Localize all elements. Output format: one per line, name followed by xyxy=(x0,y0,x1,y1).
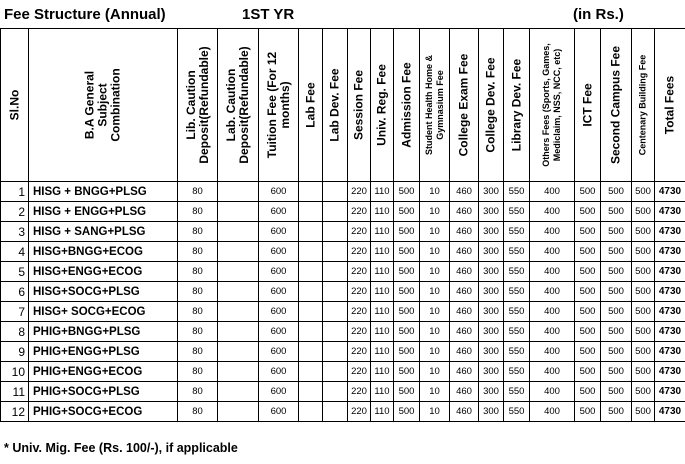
cell-lab-dev-fee[interactable] xyxy=(323,302,348,322)
cell-session-fee[interactable]: 220 xyxy=(348,262,371,282)
sheet-title-bar xyxy=(0,0,685,28)
cell-lab-caution[interactable] xyxy=(218,322,259,342)
cell-session-fee[interactable]: 220 xyxy=(348,182,371,202)
cell-tuition-fee[interactable]: 600 xyxy=(259,262,299,282)
cell-admission-fee[interactable]: 500 xyxy=(394,242,420,262)
cell-college-dev-fee[interactable]: 300 xyxy=(479,362,504,382)
cell-health-gym-fee[interactable]: 10 xyxy=(420,222,450,242)
cell-total-fees[interactable]: 4730 xyxy=(655,182,685,202)
cell-subject[interactable]: PHIG+ENGG+ECOG xyxy=(29,362,178,382)
cell-health-gym-fee[interactable]: 10 xyxy=(420,202,450,222)
cell-admission-fee[interactable]: 500 xyxy=(394,322,420,342)
cell-sl-no[interactable]: 8 xyxy=(1,322,29,342)
cell-college-dev-fee[interactable]: 300 xyxy=(479,202,504,222)
cell-health-gym-fee[interactable]: 10 xyxy=(420,262,450,282)
cell-session-fee[interactable]: 220 xyxy=(348,222,371,242)
column-header-health-gym-fee[interactable]: Student Health Home & Gymnasium Fee xyxy=(420,29,450,182)
cell-library-dev-fee[interactable]: 550 xyxy=(504,302,530,322)
cell-sl-no[interactable]: 4 xyxy=(1,242,29,262)
fee-table xyxy=(0,28,685,422)
cell-health-gym-fee[interactable]: 10 xyxy=(420,382,450,402)
cell-univ-reg-fee[interactable]: 110 xyxy=(371,182,394,202)
cell-college-dev-fee[interactable]: 300 xyxy=(479,182,504,202)
cell-total-fees[interactable]: 4730 xyxy=(655,382,685,402)
column-header-second-campus-fee[interactable]: Second Campus Fee xyxy=(601,29,632,182)
cell-second-campus-fee[interactable]: 500 xyxy=(601,242,632,262)
cell-ict-fee[interactable]: 500 xyxy=(575,222,601,242)
cell-others-fees[interactable]: 400 xyxy=(530,282,575,302)
cell-lib-caution[interactable]: 80 xyxy=(178,382,218,402)
cell-others-fees[interactable]: 400 xyxy=(530,362,575,382)
cell-college-exam-fee[interactable]: 460 xyxy=(450,282,479,302)
cell-lib-caution[interactable]: 80 xyxy=(178,402,218,422)
table-row xyxy=(1,342,685,362)
cell-centenary-building-fee[interactable]: 500 xyxy=(632,322,655,342)
table-row xyxy=(1,182,685,202)
column-header-univ-reg-fee[interactable]: Univ. Reg. Fee xyxy=(371,29,394,182)
cell-total-fees[interactable]: 4730 xyxy=(655,262,685,282)
cell-session-fee[interactable]: 220 xyxy=(348,302,371,322)
column-header-admission-fee[interactable]: Admission Fee xyxy=(394,29,420,182)
cell-others-fees[interactable]: 400 xyxy=(530,242,575,262)
cell-lab-dev-fee[interactable] xyxy=(323,382,348,402)
cell-second-campus-fee[interactable]: 500 xyxy=(601,222,632,242)
cell-second-campus-fee[interactable]: 500 xyxy=(601,282,632,302)
cell-tuition-fee[interactable]: 600 xyxy=(259,202,299,222)
cell-others-fees[interactable]: 400 xyxy=(530,302,575,322)
cell-second-campus-fee[interactable]: 500 xyxy=(601,202,632,222)
column-header-sl-no[interactable]: Sl.No xyxy=(1,29,29,182)
cell-subject[interactable]: HISG+SOCG+PLSG xyxy=(29,282,178,302)
cell-tuition-fee[interactable]: 600 xyxy=(259,182,299,202)
cell-subject[interactable]: HISG + SANG+PLSG xyxy=(29,222,178,242)
cell-library-dev-fee[interactable]: 550 xyxy=(504,222,530,242)
cell-college-exam-fee[interactable]: 460 xyxy=(450,262,479,282)
cell-admission-fee[interactable]: 500 xyxy=(394,222,420,242)
cell-lab-fee[interactable] xyxy=(299,342,323,362)
cell-others-fees[interactable]: 400 xyxy=(530,402,575,422)
cell-total-fees[interactable]: 4730 xyxy=(655,222,685,242)
cell-lab-fee[interactable] xyxy=(299,402,323,422)
cell-college-exam-fee[interactable]: 460 xyxy=(450,402,479,422)
table-row xyxy=(1,282,685,302)
cell-univ-reg-fee[interactable]: 110 xyxy=(371,262,394,282)
column-header-subject[interactable]: B.A General Subject Combination xyxy=(29,29,178,182)
cell-lib-caution[interactable]: 80 xyxy=(178,242,218,262)
cell-library-dev-fee[interactable]: 550 xyxy=(504,322,530,342)
cell-library-dev-fee[interactable]: 550 xyxy=(504,382,530,402)
column-header-library-dev-fee[interactable]: Library Dev. Fee xyxy=(504,29,530,182)
cell-centenary-building-fee[interactable]: 500 xyxy=(632,202,655,222)
column-header-lab-dev-fee[interactable]: Lab Dev. Fee xyxy=(323,29,348,182)
cell-admission-fee[interactable]: 500 xyxy=(394,202,420,222)
cell-tuition-fee[interactable]: 600 xyxy=(259,302,299,322)
cell-library-dev-fee[interactable]: 550 xyxy=(504,242,530,262)
page-title: Fee Structure (Annual) xyxy=(4,6,166,23)
cell-lab-dev-fee[interactable] xyxy=(323,322,348,342)
cell-centenary-building-fee[interactable]: 500 xyxy=(632,262,655,282)
cell-admission-fee[interactable]: 500 xyxy=(394,282,420,302)
cell-lab-fee[interactable] xyxy=(299,362,323,382)
cell-lab-caution[interactable] xyxy=(218,182,259,202)
cell-lab-fee[interactable] xyxy=(299,382,323,402)
cell-admission-fee[interactable]: 500 xyxy=(394,302,420,322)
cell-lab-caution[interactable] xyxy=(218,362,259,382)
cell-lab-fee[interactable] xyxy=(299,262,323,282)
cell-college-dev-fee[interactable]: 300 xyxy=(479,382,504,402)
cell-others-fees[interactable]: 400 xyxy=(530,222,575,242)
cell-lab-dev-fee[interactable] xyxy=(323,282,348,302)
column-header-session-fee[interactable]: Session Fee xyxy=(348,29,371,182)
cell-college-exam-fee[interactable]: 460 xyxy=(450,202,479,222)
cell-library-dev-fee[interactable]: 550 xyxy=(504,402,530,422)
cell-library-dev-fee[interactable]: 550 xyxy=(504,342,530,362)
cell-univ-reg-fee[interactable]: 110 xyxy=(371,222,394,242)
cell-sl-no[interactable]: 12 xyxy=(1,402,29,422)
table-row xyxy=(1,222,685,242)
cell-sl-no[interactable]: 9 xyxy=(1,342,29,362)
cell-session-fee[interactable]: 220 xyxy=(348,342,371,362)
cell-total-fees[interactable]: 4730 xyxy=(655,402,685,422)
cell-ict-fee[interactable]: 500 xyxy=(575,262,601,282)
cell-lab-fee[interactable] xyxy=(299,322,323,342)
cell-second-campus-fee[interactable]: 500 xyxy=(601,182,632,202)
cell-centenary-building-fee[interactable]: 500 xyxy=(632,402,655,422)
cell-session-fee[interactable]: 220 xyxy=(348,362,371,382)
cell-admission-fee[interactable]: 500 xyxy=(394,262,420,282)
cell-lab-dev-fee[interactable] xyxy=(323,342,348,362)
cell-lib-caution[interactable]: 80 xyxy=(178,182,218,202)
cell-sl-no[interactable]: 2 xyxy=(1,202,29,222)
cell-session-fee[interactable]: 220 xyxy=(348,282,371,302)
cell-lab-dev-fee[interactable] xyxy=(323,402,348,422)
cell-lab-caution[interactable] xyxy=(218,202,259,222)
column-header-lab-caution[interactable]: Lab. Caution Deposit(Refundable) xyxy=(218,29,259,182)
cell-subject[interactable]: HISG + BNGG+PLSG xyxy=(29,182,178,202)
cell-lib-caution[interactable]: 80 xyxy=(178,322,218,342)
cell-univ-reg-fee[interactable]: 110 xyxy=(371,362,394,382)
cell-health-gym-fee[interactable]: 10 xyxy=(420,282,450,302)
cell-college-dev-fee[interactable]: 300 xyxy=(479,402,504,422)
cell-univ-reg-fee[interactable]: 110 xyxy=(371,202,394,222)
cell-others-fees[interactable]: 400 xyxy=(530,202,575,222)
cell-tuition-fee[interactable]: 600 xyxy=(259,322,299,342)
cell-health-gym-fee[interactable]: 10 xyxy=(420,182,450,202)
cell-lib-caution[interactable]: 80 xyxy=(178,282,218,302)
table-row xyxy=(1,322,685,342)
cell-tuition-fee[interactable]: 600 xyxy=(259,242,299,262)
cell-lab-fee[interactable] xyxy=(299,282,323,302)
cell-tuition-fee[interactable]: 600 xyxy=(259,362,299,382)
cell-lib-caution[interactable]: 80 xyxy=(178,262,218,282)
cell-health-gym-fee[interactable]: 10 xyxy=(420,242,450,262)
cell-health-gym-fee[interactable]: 10 xyxy=(420,362,450,382)
cell-tuition-fee[interactable]: 600 xyxy=(259,222,299,242)
cell-admission-fee[interactable]: 500 xyxy=(394,342,420,362)
cell-total-fees[interactable]: 4730 xyxy=(655,242,685,262)
cell-second-campus-fee[interactable]: 500 xyxy=(601,402,632,422)
cell-univ-reg-fee[interactable]: 110 xyxy=(371,302,394,322)
column-header-lab-fee[interactable]: Lab Fee xyxy=(299,29,323,182)
cell-college-exam-fee[interactable]: 460 xyxy=(450,302,479,322)
cell-lab-caution[interactable] xyxy=(218,342,259,362)
table-row xyxy=(1,362,685,382)
table-row xyxy=(1,262,685,282)
cell-second-campus-fee[interactable]: 500 xyxy=(601,322,632,342)
cell-centenary-building-fee[interactable]: 500 xyxy=(632,382,655,402)
cell-ict-fee[interactable]: 500 xyxy=(575,182,601,202)
cell-second-campus-fee[interactable]: 500 xyxy=(601,382,632,402)
cell-lab-fee[interactable] xyxy=(299,202,323,222)
cell-lab-caution[interactable] xyxy=(218,302,259,322)
cell-sl-no[interactable]: 10 xyxy=(1,362,29,382)
cell-library-dev-fee[interactable]: 550 xyxy=(504,202,530,222)
column-header-tuition-fee[interactable]: Tuition Fee (For 12 months) xyxy=(259,29,299,182)
cell-lab-dev-fee[interactable] xyxy=(323,222,348,242)
cell-centenary-building-fee[interactable]: 500 xyxy=(632,242,655,262)
cell-subject[interactable]: PHIG+SOCG+ECOG xyxy=(29,402,178,422)
year-label: 1ST YR xyxy=(242,6,295,23)
cell-total-fees[interactable]: 4730 xyxy=(655,202,685,222)
cell-centenary-building-fee[interactable]: 500 xyxy=(632,182,655,202)
cell-subject[interactable]: HISG + ENGG+PLSG xyxy=(29,202,178,222)
cell-college-dev-fee[interactable]: 300 xyxy=(479,242,504,262)
currency-unit-label: (in Rs.) xyxy=(573,6,624,23)
cell-subject[interactable]: PHIG+ENGG+PLSG xyxy=(29,342,178,362)
cell-tuition-fee[interactable]: 600 xyxy=(259,342,299,362)
cell-subject[interactable]: HISG+ENGG+ECOG xyxy=(29,262,178,282)
cell-univ-reg-fee[interactable]: 110 xyxy=(371,342,394,362)
cell-lib-caution[interactable]: 80 xyxy=(178,302,218,322)
header-row xyxy=(1,29,685,182)
cell-sl-no[interactable]: 3 xyxy=(1,222,29,242)
cell-total-fees[interactable]: 4730 xyxy=(655,302,685,322)
cell-centenary-building-fee[interactable]: 500 xyxy=(632,342,655,362)
column-header-centenary-building-fee[interactable]: Centenary Building Fee xyxy=(632,29,655,182)
cell-second-campus-fee[interactable]: 500 xyxy=(601,362,632,382)
cell-ict-fee[interactable]: 500 xyxy=(575,362,601,382)
column-header-ict-fee[interactable]: ICT Fee xyxy=(575,29,601,182)
fee-table-container xyxy=(0,28,685,428)
cell-lab-fee[interactable] xyxy=(299,242,323,262)
cell-admission-fee[interactable]: 500 xyxy=(394,182,420,202)
table-body xyxy=(1,182,685,422)
cell-college-dev-fee[interactable]: 300 xyxy=(479,222,504,242)
table-row xyxy=(1,302,685,322)
cell-admission-fee[interactable]: 500 xyxy=(394,382,420,402)
cell-college-exam-fee[interactable]: 460 xyxy=(450,182,479,202)
column-header-college-dev-fee[interactable]: College Dev. Fee xyxy=(479,29,504,182)
cell-ict-fee[interactable]: 500 xyxy=(575,342,601,362)
cell-college-dev-fee[interactable]: 300 xyxy=(479,262,504,282)
cell-univ-reg-fee[interactable]: 110 xyxy=(371,402,394,422)
cell-lab-fee[interactable] xyxy=(299,182,323,202)
cell-lab-caution[interactable] xyxy=(218,382,259,402)
cell-library-dev-fee[interactable]: 550 xyxy=(504,282,530,302)
cell-tuition-fee[interactable]: 600 xyxy=(259,282,299,302)
cell-subject[interactable]: HISG+BNGG+ECOG xyxy=(29,242,178,262)
cell-library-dev-fee[interactable]: 550 xyxy=(504,362,530,382)
cell-ict-fee[interactable]: 500 xyxy=(575,302,601,322)
cell-second-campus-fee[interactable]: 500 xyxy=(601,342,632,362)
cell-centenary-building-fee[interactable]: 500 xyxy=(632,282,655,302)
cell-admission-fee[interactable]: 500 xyxy=(394,402,420,422)
footnote: * Univ. Mig. Fee (Rs. 100/-), if applicable xyxy=(4,441,238,455)
cell-lab-caution[interactable] xyxy=(218,222,259,242)
cell-centenary-building-fee[interactable]: 500 xyxy=(632,302,655,322)
cell-lib-caution[interactable]: 80 xyxy=(178,362,218,382)
cell-session-fee[interactable]: 220 xyxy=(348,202,371,222)
cell-session-fee[interactable]: 220 xyxy=(348,402,371,422)
table-row xyxy=(1,242,685,262)
cell-college-exam-fee[interactable]: 460 xyxy=(450,362,479,382)
cell-tuition-fee[interactable]: 600 xyxy=(259,402,299,422)
table-row xyxy=(1,402,685,422)
cell-total-fees[interactable]: 4730 xyxy=(655,322,685,342)
cell-lab-caution[interactable] xyxy=(218,262,259,282)
cell-sl-no[interactable]: 7 xyxy=(1,302,29,322)
cell-second-campus-fee[interactable]: 500 xyxy=(601,302,632,322)
cell-tuition-fee[interactable]: 600 xyxy=(259,382,299,402)
cell-ict-fee[interactable]: 500 xyxy=(575,322,601,342)
cell-library-dev-fee[interactable]: 550 xyxy=(504,182,530,202)
cell-others-fees[interactable]: 400 xyxy=(530,382,575,402)
cell-session-fee[interactable]: 220 xyxy=(348,242,371,262)
cell-univ-reg-fee[interactable]: 110 xyxy=(371,282,394,302)
cell-ict-fee[interactable]: 500 xyxy=(575,282,601,302)
column-header-total-fees[interactable]: Total Fees xyxy=(655,29,685,182)
cell-session-fee[interactable]: 220 xyxy=(348,322,371,342)
cell-lab-dev-fee[interactable] xyxy=(323,242,348,262)
cell-subject[interactable]: PHIG+BNGG+PLSG xyxy=(29,322,178,342)
cell-college-exam-fee[interactable]: 460 xyxy=(450,342,479,362)
cell-centenary-building-fee[interactable]: 500 xyxy=(632,362,655,382)
cell-college-exam-fee[interactable]: 460 xyxy=(450,382,479,402)
cell-univ-reg-fee[interactable]: 110 xyxy=(371,382,394,402)
cell-lab-fee[interactable] xyxy=(299,302,323,322)
cell-lab-fee[interactable] xyxy=(299,222,323,242)
cell-others-fees[interactable]: 400 xyxy=(530,322,575,342)
cell-second-campus-fee[interactable]: 500 xyxy=(601,262,632,282)
cell-college-exam-fee[interactable]: 460 xyxy=(450,242,479,262)
cell-library-dev-fee[interactable]: 550 xyxy=(504,262,530,282)
cell-others-fees[interactable]: 400 xyxy=(530,262,575,282)
cell-total-fees[interactable]: 4730 xyxy=(655,362,685,382)
cell-sl-no[interactable]: 11 xyxy=(1,382,29,402)
cell-subject[interactable]: HISG+ SOCG+ECOG xyxy=(29,302,178,322)
table-row xyxy=(1,382,685,402)
cell-univ-reg-fee[interactable]: 110 xyxy=(371,322,394,342)
cell-others-fees[interactable]: 400 xyxy=(530,182,575,202)
cell-college-exam-fee[interactable]: 460 xyxy=(450,322,479,342)
table-row xyxy=(1,202,685,222)
cell-sl-no[interactable]: 6 xyxy=(1,282,29,302)
cell-lib-caution[interactable]: 80 xyxy=(178,202,218,222)
cell-college-exam-fee[interactable]: 460 xyxy=(450,222,479,242)
cell-lab-dev-fee[interactable] xyxy=(323,262,348,282)
cell-lab-caution[interactable] xyxy=(218,402,259,422)
cell-session-fee[interactable]: 220 xyxy=(348,382,371,402)
cell-lab-caution[interactable] xyxy=(218,282,259,302)
cell-lib-caution[interactable]: 80 xyxy=(178,222,218,242)
cell-total-fees[interactable]: 4730 xyxy=(655,282,685,302)
cell-centenary-building-fee[interactable]: 500 xyxy=(632,222,655,242)
cell-others-fees[interactable]: 400 xyxy=(530,342,575,362)
column-header-others-fees[interactable]: Others Fees (Sports, Games, Mediclaim, NSS, NCC, etc) xyxy=(530,29,575,182)
cell-subject[interactable]: PHIG+SOCG+PLSG xyxy=(29,382,178,402)
cell-health-gym-fee[interactable]: 10 xyxy=(420,302,450,322)
cell-health-gym-fee[interactable]: 10 xyxy=(420,322,450,342)
cell-ict-fee[interactable]: 500 xyxy=(575,402,601,422)
cell-lab-dev-fee[interactable] xyxy=(323,362,348,382)
column-header-college-exam-fee[interactable]: College Exam Fee xyxy=(450,29,479,182)
cell-health-gym-fee[interactable]: 10 xyxy=(420,402,450,422)
cell-college-dev-fee[interactable]: 300 xyxy=(479,342,504,362)
cell-admission-fee[interactable]: 500 xyxy=(394,362,420,382)
cell-sl-no[interactable]: 5 xyxy=(1,262,29,282)
cell-lib-caution[interactable]: 80 xyxy=(178,342,218,362)
cell-health-gym-fee[interactable]: 10 xyxy=(420,342,450,362)
cell-lab-dev-fee[interactable] xyxy=(323,202,348,222)
cell-ict-fee[interactable]: 500 xyxy=(575,382,601,402)
cell-college-dev-fee[interactable]: 300 xyxy=(479,282,504,302)
cell-ict-fee[interactable]: 500 xyxy=(575,202,601,222)
cell-college-dev-fee[interactable]: 300 xyxy=(479,322,504,342)
cell-total-fees[interactable]: 4730 xyxy=(655,342,685,362)
cell-lab-caution[interactable] xyxy=(218,242,259,262)
cell-univ-reg-fee[interactable]: 110 xyxy=(371,242,394,262)
cell-ict-fee[interactable]: 500 xyxy=(575,242,601,262)
cell-college-dev-fee[interactable]: 300 xyxy=(479,302,504,322)
cell-lab-dev-fee[interactable] xyxy=(323,182,348,202)
cell-sl-no[interactable]: 1 xyxy=(1,182,29,202)
column-header-lib-caution[interactable]: Lib. Caution Deposit(Refundable) xyxy=(178,29,218,182)
